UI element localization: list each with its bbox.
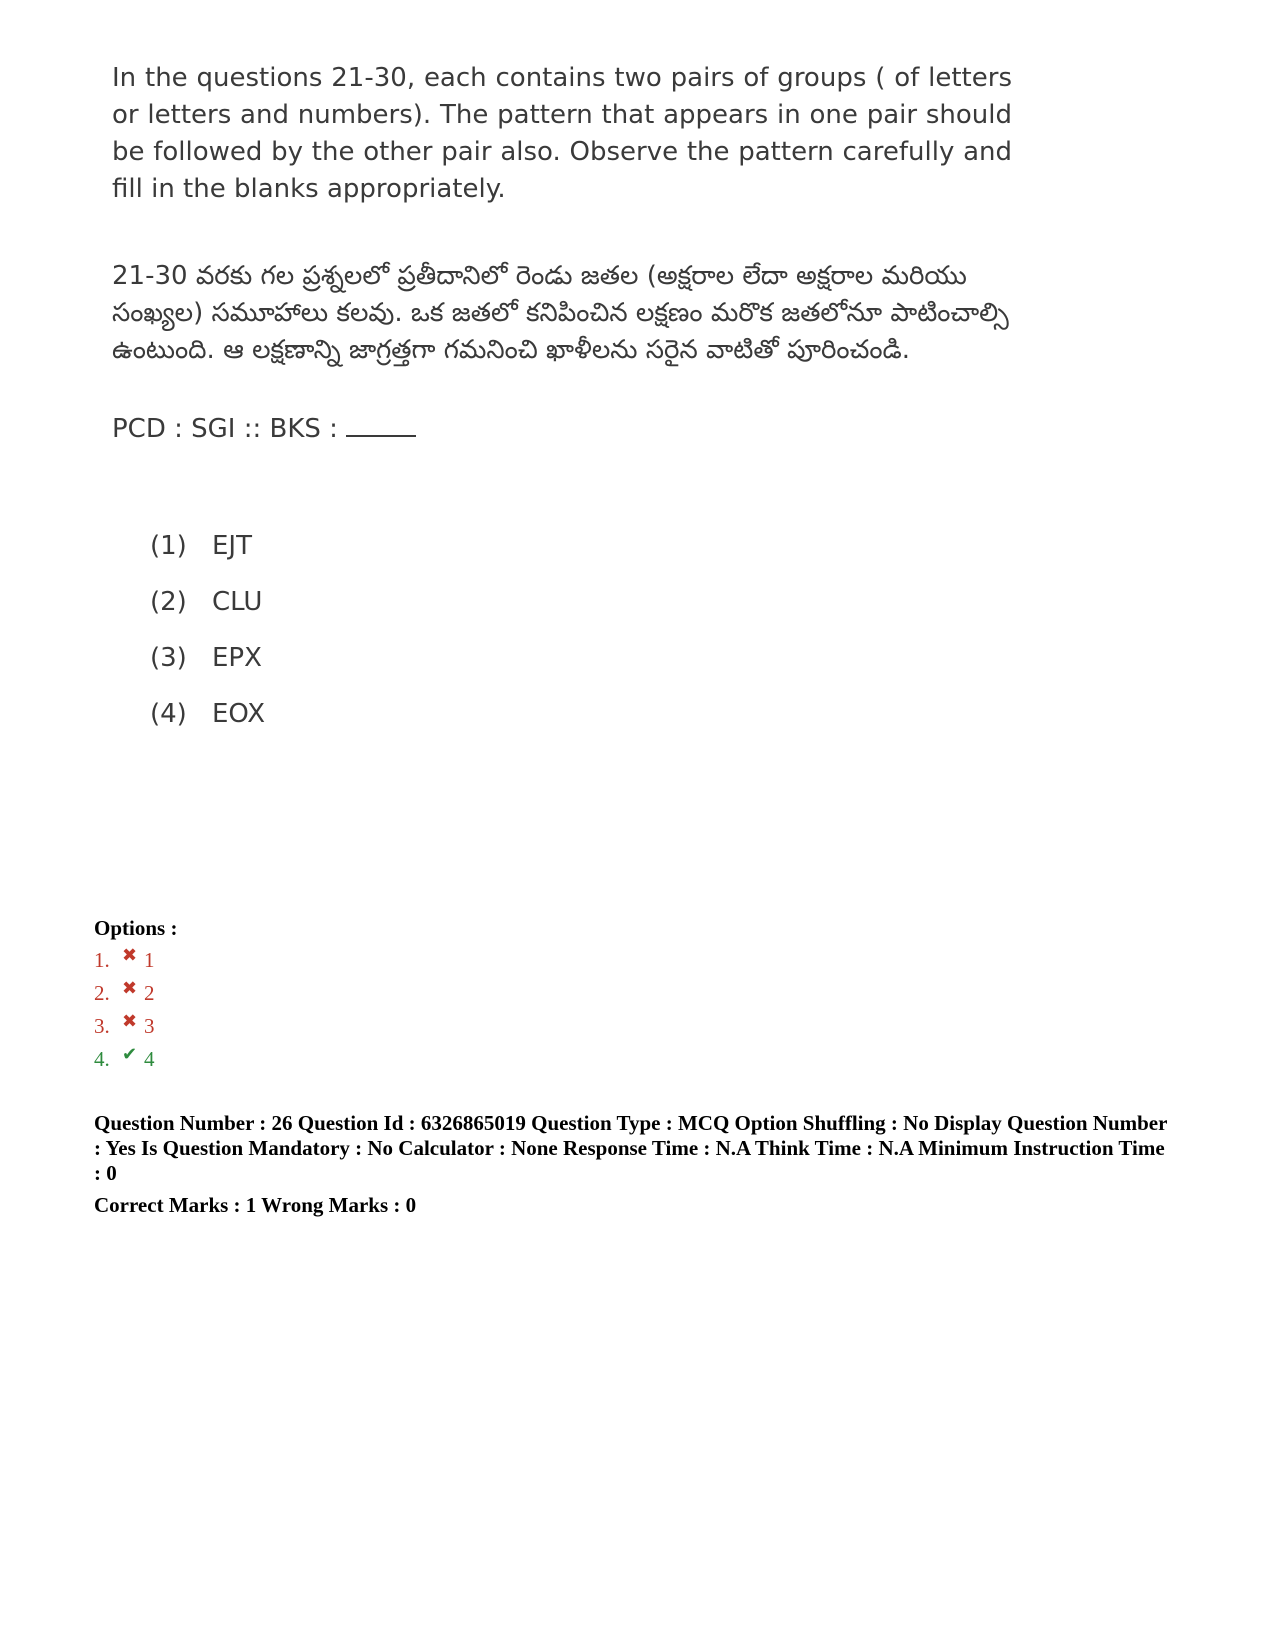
option-index: 4.: [94, 1047, 110, 1071]
analogy-question: [112, 411, 1012, 448]
marks-info: Correct Marks : 1 Wrong Marks : 0: [94, 1193, 417, 1217]
cross-icon: ✖: [122, 945, 138, 965]
choice-item: [150, 630, 1012, 686]
choice-text: EJT: [212, 531, 252, 561]
choice-text: EOX: [212, 699, 266, 729]
options-title: Options :: [94, 916, 178, 940]
option-item: [94, 1010, 1194, 1043]
option-value: 4: [144, 1047, 155, 1071]
question-details: Question Number : 26 Question Id : 6326865019 Question Type : MCQ Option Shuffling : No Display Question Number : Yes Is Question Mandatory : No Calculator : None Response Time : N.A Think Time : N.A Minimum Instruction Time : 0: [94, 1111, 1168, 1185]
cross-icon: ✖: [122, 978, 138, 998]
choice-number: (4): [150, 699, 187, 729]
choice-text: CLU: [212, 587, 263, 617]
option-value: 2: [144, 981, 155, 1005]
instruction-telugu: 21-30 వరకు గల ప్రశ్నలలో ప్రతీదానిలో రెండు జతల (అక్షరాల లేదా అక్షరాల మరియు సంఖ్యల) సమూహాలు కలవు. ఒక జతలో కనిపించిన లక్షణం మరొక జతలోనూ పాటించాల్సి ఉంటుంది. ఆ లక్షణాన్ని జాగ్రత్తగా గమనించి ఖాళీలను సరైన వాటితో పూరించండి.: [112, 261, 1009, 365]
option-value: 1: [144, 948, 155, 972]
option-item: [94, 977, 1194, 1010]
analogy-text: PCD : SGI :: BKS :: [112, 414, 338, 444]
cross-icon: ✖: [122, 1011, 138, 1031]
choice-item: [150, 686, 1012, 742]
choice-item: [150, 574, 1012, 630]
choice-number: (2): [150, 587, 187, 617]
choice-item: [150, 518, 1012, 574]
option-item: [94, 1043, 1194, 1076]
instruction-english: In the questions 21-30, each contains two pairs of groups ( of letters or letters and numbers). The pattern that appears in one pair should be followed by the other pair also. Observe the pattern carefully and fill in the blanks appropriately.: [112, 63, 1012, 204]
option-index: 2.: [94, 981, 110, 1005]
choice-number: (1): [150, 531, 187, 561]
choice-text: EPX: [212, 643, 262, 673]
choice-number: (3): [150, 643, 187, 673]
option-item: [94, 944, 1194, 977]
check-icon: ✔: [122, 1044, 138, 1064]
choice-list: [150, 518, 1012, 742]
option-index: 3.: [94, 1014, 110, 1038]
answer-meta: [94, 912, 1194, 1218]
options-list: [94, 944, 1194, 1076]
question-image: [112, 60, 1012, 820]
answer-blank: [346, 413, 416, 437]
option-value: 3: [144, 1014, 155, 1038]
option-index: 1.: [94, 948, 110, 972]
